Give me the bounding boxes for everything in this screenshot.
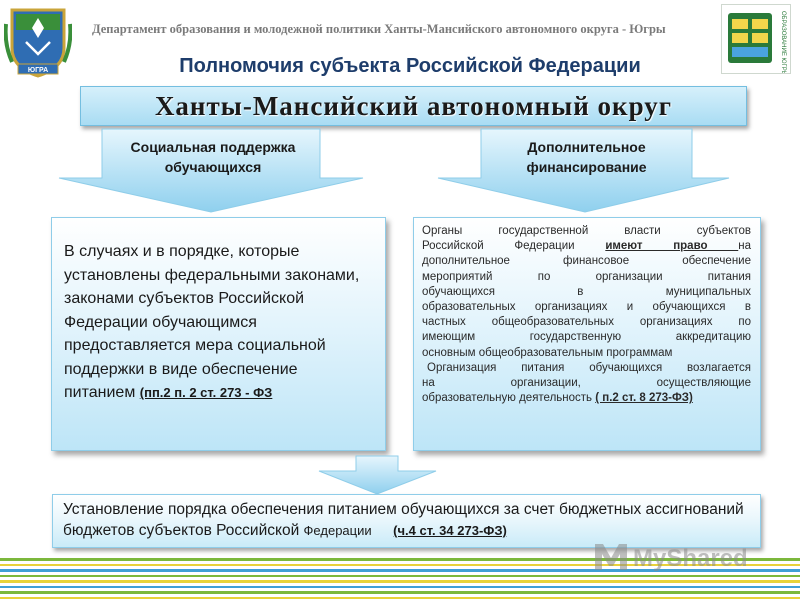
additional-funding-text — [422, 224, 751, 406]
funding-line: частных общеобразовательных организациях по — [422, 316, 751, 329]
has-right-emphasis: имеют право — [605, 240, 739, 253]
funding-line: дополнительное финансовое обеспечение — [422, 255, 751, 268]
social-support-body: В случаях и в порядке, которые установлены федеральными законами, законами субъектов Российской Федерации обучающимся предоставляется мера социальной поддержки в виде обеспечение питанием — [64, 243, 360, 401]
region-name: Ханты-Мансийский автономный округ — [154, 91, 673, 121]
funding-reference: ( п.2 ст. 8 273-ФЗ) — [595, 392, 693, 405]
funding-line: Организация питания обучающихся возлагается — [427, 361, 751, 374]
funding-line: на организации, осуществляющие — [422, 377, 751, 390]
funding-line: образовательных организациях и обучающихся в — [422, 301, 751, 314]
slide-title: Полномочия субъекта Российской Федерации — [179, 55, 641, 77]
funding-line-part: на — [738, 240, 751, 253]
left-arrow-label — [104, 137, 322, 177]
funding-line — [422, 391, 751, 406]
procedure-body-small: Федерации — [303, 523, 372, 538]
right-arrow-label — [481, 137, 692, 177]
funding-line: обучающихся в муниципальных — [422, 285, 751, 298]
funding-line: имеющим государственную аккредитацию — [422, 331, 751, 344]
right-arrow-line2: финансирование — [526, 159, 647, 175]
coat-of-arms-icon — [4, 4, 72, 78]
funding-line: мероприятий по организации питания — [422, 270, 751, 283]
social-support-text — [64, 240, 373, 405]
bottom-down-arrow — [318, 455, 438, 495]
play-logo-icon — [595, 544, 627, 570]
funding-line: Органы государственной власти субъектов — [422, 225, 751, 237]
social-support-reference: (пп.2 п. 2 ст. 273 - ФЗ — [139, 385, 273, 400]
myshared-watermark — [583, 536, 773, 576]
education-book-logo-icon — [722, 5, 790, 73]
additional-funding-box — [413, 217, 761, 451]
procedure-text — [63, 499, 750, 541]
procedure-reference: (ч.4 ст. 34 273-ФЗ) — [393, 523, 507, 538]
funding-line-part: Российской Федерации — [422, 240, 606, 253]
logo-text: ОБРАЗОВАНИЕ ЮГРЫ — [780, 11, 786, 73]
left-arrow-line2: обучающихся — [164, 159, 262, 175]
emblem-text: ЮГРА — [27, 67, 49, 74]
education-logo — [721, 4, 791, 74]
watermark-text: MyShared — [633, 545, 748, 572]
social-support-box — [51, 217, 386, 451]
funding-line — [422, 239, 751, 254]
department-name: Департамент образования и молодежной политики Ханты-Мансийского автономного округа - Югры — [92, 22, 666, 36]
region-banner — [80, 86, 747, 126]
funding-line-part: образовательную деятельность — [422, 392, 596, 405]
left-arrow-line1: Социальная поддержка — [130, 139, 296, 155]
procedure-body: Установление порядка обеспечения питанием обучающихся за счет бюджетных ассигнований бюджетов субъектов Российской — [63, 501, 744, 539]
right-arrow-line1: Дополнительное — [527, 139, 646, 155]
funding-line: основным общеобразовательным программам — [422, 346, 673, 359]
